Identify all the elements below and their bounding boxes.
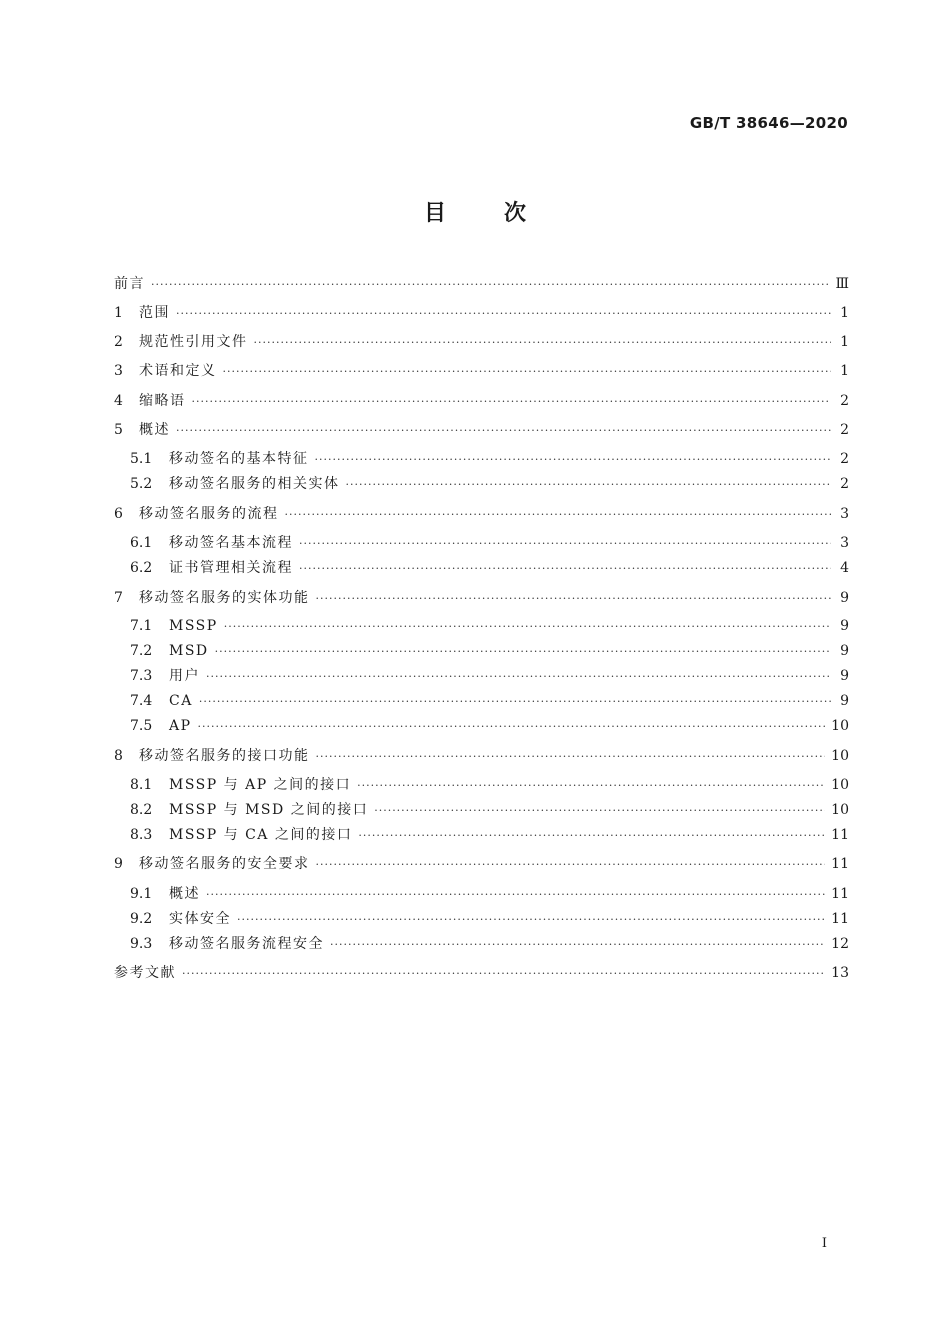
standard-code: GB/T 38646—2020 (689, 114, 848, 132)
toc-label: MSD (169, 643, 209, 659)
toc-page-number: 11 (831, 911, 849, 927)
toc-number: 8 (114, 748, 123, 764)
toc-number: 9.1 (130, 886, 153, 902)
toc-number: 7.1 (130, 618, 153, 634)
page-title-part1: 目 (423, 201, 446, 226)
toc-label: 范围 (139, 305, 170, 321)
page-title-part2: 次 (504, 201, 527, 226)
toc-number: 7.3 (130, 668, 153, 684)
toc-number: 1 (114, 305, 123, 321)
toc-label: 移动签名基本流程 (169, 535, 293, 551)
toc-label: 缩略语 (139, 393, 186, 409)
toc-entry-6-1[interactable] (130, 532, 849, 554)
toc-leader (299, 558, 831, 580)
toc-entry-8[interactable] (114, 745, 849, 767)
toc-label: 概述 (169, 886, 200, 902)
toc-number: 7.4 (130, 693, 153, 709)
toc-leader (192, 391, 832, 413)
toc-leader (254, 332, 832, 354)
toc-page-number: 2 (840, 476, 849, 492)
toc-number: 5 (114, 422, 123, 438)
toc-entry-4[interactable] (114, 390, 849, 412)
toc-label: 前言 (114, 276, 145, 292)
toc-entry-5-2[interactable] (130, 473, 849, 495)
toc-page-number: 1 (840, 363, 849, 379)
toc-label: CA (169, 693, 193, 709)
toc-leader (315, 449, 832, 471)
toc-leader (299, 533, 831, 555)
toc-leader (176, 303, 831, 325)
toc-number: 9.3 (130, 936, 153, 952)
toc-label: 术语和定义 (139, 363, 217, 379)
toc-page-number: 10 (831, 718, 849, 734)
toc-label: 实体安全 (169, 911, 231, 927)
toc-entry-9-3[interactable] (130, 933, 849, 955)
toc-page-number: 1 (840, 334, 849, 350)
toc-entry-3[interactable] (114, 360, 849, 382)
toc-page-number: Ⅲ (835, 276, 849, 292)
toc-entry-9-1[interactable] (130, 883, 849, 905)
toc-page-number: 10 (831, 802, 849, 818)
toc-label: MSSP (169, 618, 218, 634)
toc-label: MSSP 与 MSD 之间的接口 (169, 802, 369, 818)
toc-page-number: 3 (840, 535, 849, 551)
toc-entry-7-2[interactable] (130, 640, 849, 662)
toc-leader (182, 963, 825, 985)
toc-leader (176, 420, 831, 442)
toc-entry-5[interactable] (114, 419, 849, 441)
toc-entry-7-4[interactable] (130, 690, 849, 712)
toc-entry-1[interactable] (114, 302, 849, 324)
toc-leader (198, 716, 826, 738)
toc-page-number: 2 (840, 422, 849, 438)
page-number: Ⅰ (821, 1236, 827, 1251)
toc-entry-7-5[interactable] (130, 715, 849, 737)
toc-label: 概述 (139, 422, 170, 438)
toc-label: MSSP 与 AP 之间的接口 (169, 777, 352, 793)
toc-number: 6.2 (130, 560, 153, 576)
toc-label: 移动签名服务的相关实体 (169, 476, 340, 492)
toc-leader (206, 666, 831, 688)
toc-label: 规范性引用文件 (139, 334, 248, 350)
toc-label: 移动签名服务的流程 (139, 506, 279, 522)
toc-entry-9[interactable] (114, 853, 849, 875)
toc-page-number: 13 (831, 965, 849, 981)
toc-entry-9-2[interactable] (130, 908, 849, 930)
toc-label: MSSP 与 CA 之间的接口 (169, 827, 353, 843)
toc-label: 移动签名服务流程安全 (169, 936, 324, 952)
toc-label: 用户 (169, 668, 200, 684)
toc-leader (215, 641, 831, 663)
toc-entry-7-3[interactable] (130, 665, 849, 687)
toc-number: 3 (114, 363, 123, 379)
toc-number: 7 (114, 590, 123, 606)
toc-leader (357, 775, 825, 797)
toc-page-number: 11 (831, 886, 849, 902)
toc-entry-foreword[interactable] (114, 273, 849, 295)
toc-leader (346, 474, 832, 496)
toc-number: 5.1 (130, 451, 153, 467)
toc-entry-7-1[interactable] (130, 615, 849, 637)
toc-leader (151, 274, 829, 296)
toc-leader (374, 800, 825, 822)
toc-label: 移动签名服务的实体功能 (139, 590, 310, 606)
toc-entry-6-2[interactable] (130, 557, 849, 579)
toc-entry-bibliography[interactable] (114, 962, 849, 984)
toc-leader (206, 884, 825, 906)
toc-number: 8.2 (130, 802, 153, 818)
toc-page-number: 2 (840, 393, 849, 409)
toc-leader (237, 909, 825, 931)
toc-number: 4 (114, 393, 123, 409)
toc-entry-5-1[interactable] (130, 448, 849, 470)
toc-page-number: 9 (840, 668, 849, 684)
toc-page-number: 4 (840, 560, 849, 576)
toc-number: 9 (114, 856, 123, 872)
toc-entry-8-3[interactable] (130, 824, 849, 846)
toc-number: 2 (114, 334, 123, 350)
toc-leader (316, 588, 832, 610)
toc-label: 移动签名的基本特征 (169, 451, 309, 467)
toc-number: 6.1 (130, 535, 153, 551)
toc-page-number: 9 (840, 643, 849, 659)
toc-leader (285, 504, 832, 526)
toc-leader (223, 361, 832, 383)
toc-number: 6 (114, 506, 123, 522)
toc-page-number: 11 (831, 827, 849, 843)
toc-leader (358, 825, 825, 847)
toc-page-number: 10 (831, 748, 849, 764)
toc-number: 7.5 (130, 718, 153, 734)
toc-entry-8-2[interactable] (130, 799, 849, 821)
page-title (0, 196, 950, 227)
toc-page-number: 12 (831, 936, 849, 952)
toc-number: 8.3 (130, 827, 153, 843)
toc-label: 证书管理相关流程 (169, 560, 293, 576)
toc-entry-2[interactable] (114, 331, 849, 353)
toc-entry-6[interactable] (114, 503, 849, 525)
toc-page-number: 2 (840, 451, 849, 467)
toc-number: 8.1 (130, 777, 153, 793)
toc-number: 9.2 (130, 911, 153, 927)
toc-label: 移动签名服务的接口功能 (139, 748, 310, 764)
toc-label: 参考文献 (114, 965, 176, 981)
toc-number: 5.2 (130, 476, 153, 492)
toc-page-number: 11 (831, 856, 849, 872)
toc-leader (224, 616, 831, 638)
toc-page-number: 1 (840, 305, 849, 321)
toc-leader (316, 854, 826, 876)
toc-leader (316, 746, 826, 768)
toc-page-number: 9 (840, 618, 849, 634)
toc-number: 7.2 (130, 643, 153, 659)
toc-label: AP (169, 718, 192, 734)
toc-entry-7[interactable] (114, 587, 849, 609)
toc-label: 移动签名服务的安全要求 (139, 856, 310, 872)
toc-page-number: 9 (840, 590, 849, 606)
toc-leader (330, 934, 825, 956)
toc-page-number: 3 (840, 506, 849, 522)
toc-page-number: 10 (831, 777, 849, 793)
toc-leader (199, 691, 831, 713)
toc-entry-8-1[interactable] (130, 774, 849, 796)
toc-page-number: 9 (840, 693, 849, 709)
